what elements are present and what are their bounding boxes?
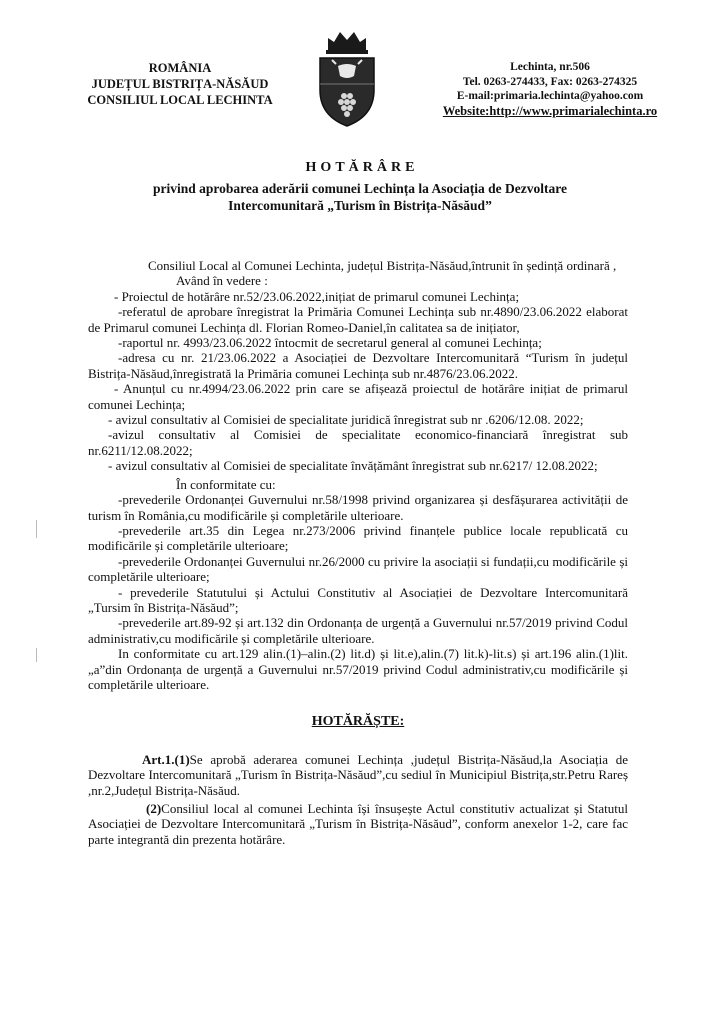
issuer-country: ROMÂNIA [148,61,212,75]
consideration-item: -referatul de aprobare înregistrat la Primăria Comunei Lechința sub nr.4890/23.06.2022 elaborat de Primarul comunei Lechința dl. Florian Romeo-Daniel,în calitatea sa de inițiator, [88,304,628,335]
article-1-paragraph-1 [88,752,628,798]
intro-paragraph: Consiliul Local al Comunei Lechinta, județul Bistrița-Năsăud,întrunit în ședință ordinară , [148,258,617,273]
legal-basis-item: -prevederile art.35 din Legea nr.273/2006 privind finanțele publice locale republicată cu modificările și completările ulterioare; [88,522,628,554]
legal-basis-item: -prevederile art.89-92 și art.132 din Ordonanța de urgență a Guvernului nr.57/2019 privind Codul administrativ,cu modificările și completările ulterioare. [88,615,628,646]
legal-basis-item: - prevederile Statutului și Actului Constitutiv al Asociației de Dezvoltare Intercomunitară „Tursim în Bistrița-Năsăud”; [88,584,628,615]
consideration-item: - avizul consultativ al Comisiei de specialitate învățământ înregistrat sub nr.6217/ 12.08.2022; [108,458,598,474]
article-1-label: Art.1.(1) [142,751,190,767]
document-subtitle [60,180,660,214]
consideration-item: -avizul consultativ al Comisiei de specialitate economico-financiară înregistrat sub nr.6211/12.08.2022; [88,427,628,458]
scan-margin-mark [36,648,37,662]
consideration-item: -raportul nr. 4993/23.06.2022 întocmit de secretarul general al comunei Lechința; [118,335,542,351]
subtitle-line-1: privind aprobarea aderării comunei Lechința la Asociația de Dezvoltare [153,181,567,196]
subtitle-line-2: Intercomunitară „Turism în Bistrița-Năsăud” [228,198,492,213]
document-body [88,258,628,847]
contact-email: E-mail:primaria.lechinta@yahoo.com [456,90,644,102]
considerations-heading: Având în vedere : [176,273,268,289]
contact-phone: Tel. 0263-274433, Fax: 0263-274325 [462,75,638,88]
document-title: HOTĂRÂRE [305,160,419,175]
legal-basis-item: -prevederile Ordonanței Guvernului nr.26/2000 cu privire la asociații si fundații,cu modificările și completările ulterioare; [88,553,628,585]
decision-heading: HOTĂRĂȘTE: [311,714,405,730]
scan-margin-mark [36,520,37,538]
consideration-item: -adresa cu nr. 21/23.06.2022 a Asociației de Dezvoltare Intercomunitară “Turism în județul Bistrița-Năsăud,înregistrată la Primăria comunei Lechința sub nr.4876/23.06.2022. [88,350,628,381]
contact-address: Lechinta, nr.506 [510,61,590,73]
issuer-council: CONSILIUL LOCAL LECHINTA [87,93,273,107]
conformity-heading: În conformitate cu: [176,476,276,492]
legal-basis-paragraph: In conformitate cu art.129 alin.(1)–alin.(2) lit.d) și lit.e),alin.(7) lit.k)-lit.s) și art.196 alin.(1)lit.„a”din Ordonanța de urgență a Guvernului nr.57/2019 privind Codul administrativ,cu modificările și completările ulterioare. [88,646,628,692]
contact-block [400,60,700,118]
consideration-item: - avizul consultativ al Comisiei de specialitate juridică înregistrat sub nr .6206/12.08. 2022; [108,412,584,428]
article-1-paragraph-2 [88,801,628,847]
issuer-county: JUDEȚUL BISTRIȚA-NĂSĂUD [91,77,269,91]
issuer-block [80,60,280,108]
legal-basis-item: -prevederile Ordonanței Guvernului nr.58/1998 privind organizarea și desfășurarea activității de turism în România,cu modificările și completările ulterioare. [88,492,628,523]
coat-of-arms-icon [314,28,380,128]
paragraph-2-label: (2) [146,801,162,816]
contact-website: Website:http://www.primarialechinta.ro [442,103,658,118]
paragraph-2-text: Consiliul local al comunei Lechinta își însușește Actul constitutiv actualizat și Statutul Asociației de Dezvoltare Intercomunitară „Turism în Bistrița-Năsăud”, conform anexelor 1-2, care fac parte integrantă din prezenta hotărâre. [88,801,628,847]
consideration-item: - Anunțul cu nr.4994/23.06.2022 prin care se afișează proiectul de hotărâre inițiat de primarul comunei Lechința; [88,381,628,412]
article-1-text: Se aprobă aderarea comunei Lechința ,județul Bistrița-Năsăud,la Asociația de Dezvoltare Intercomunitară „Turism în Bistrița-Năsăud”,cu sediul în Municipiul Bistrița,str.Petru Rareș ,nr.2,Județul Bistrița-Năsăud. [88,751,628,798]
consideration-item: - Proiectul de hotărâre nr.52/23.06.2022,inițiat de primarul comunei Lechința; [114,288,520,304]
